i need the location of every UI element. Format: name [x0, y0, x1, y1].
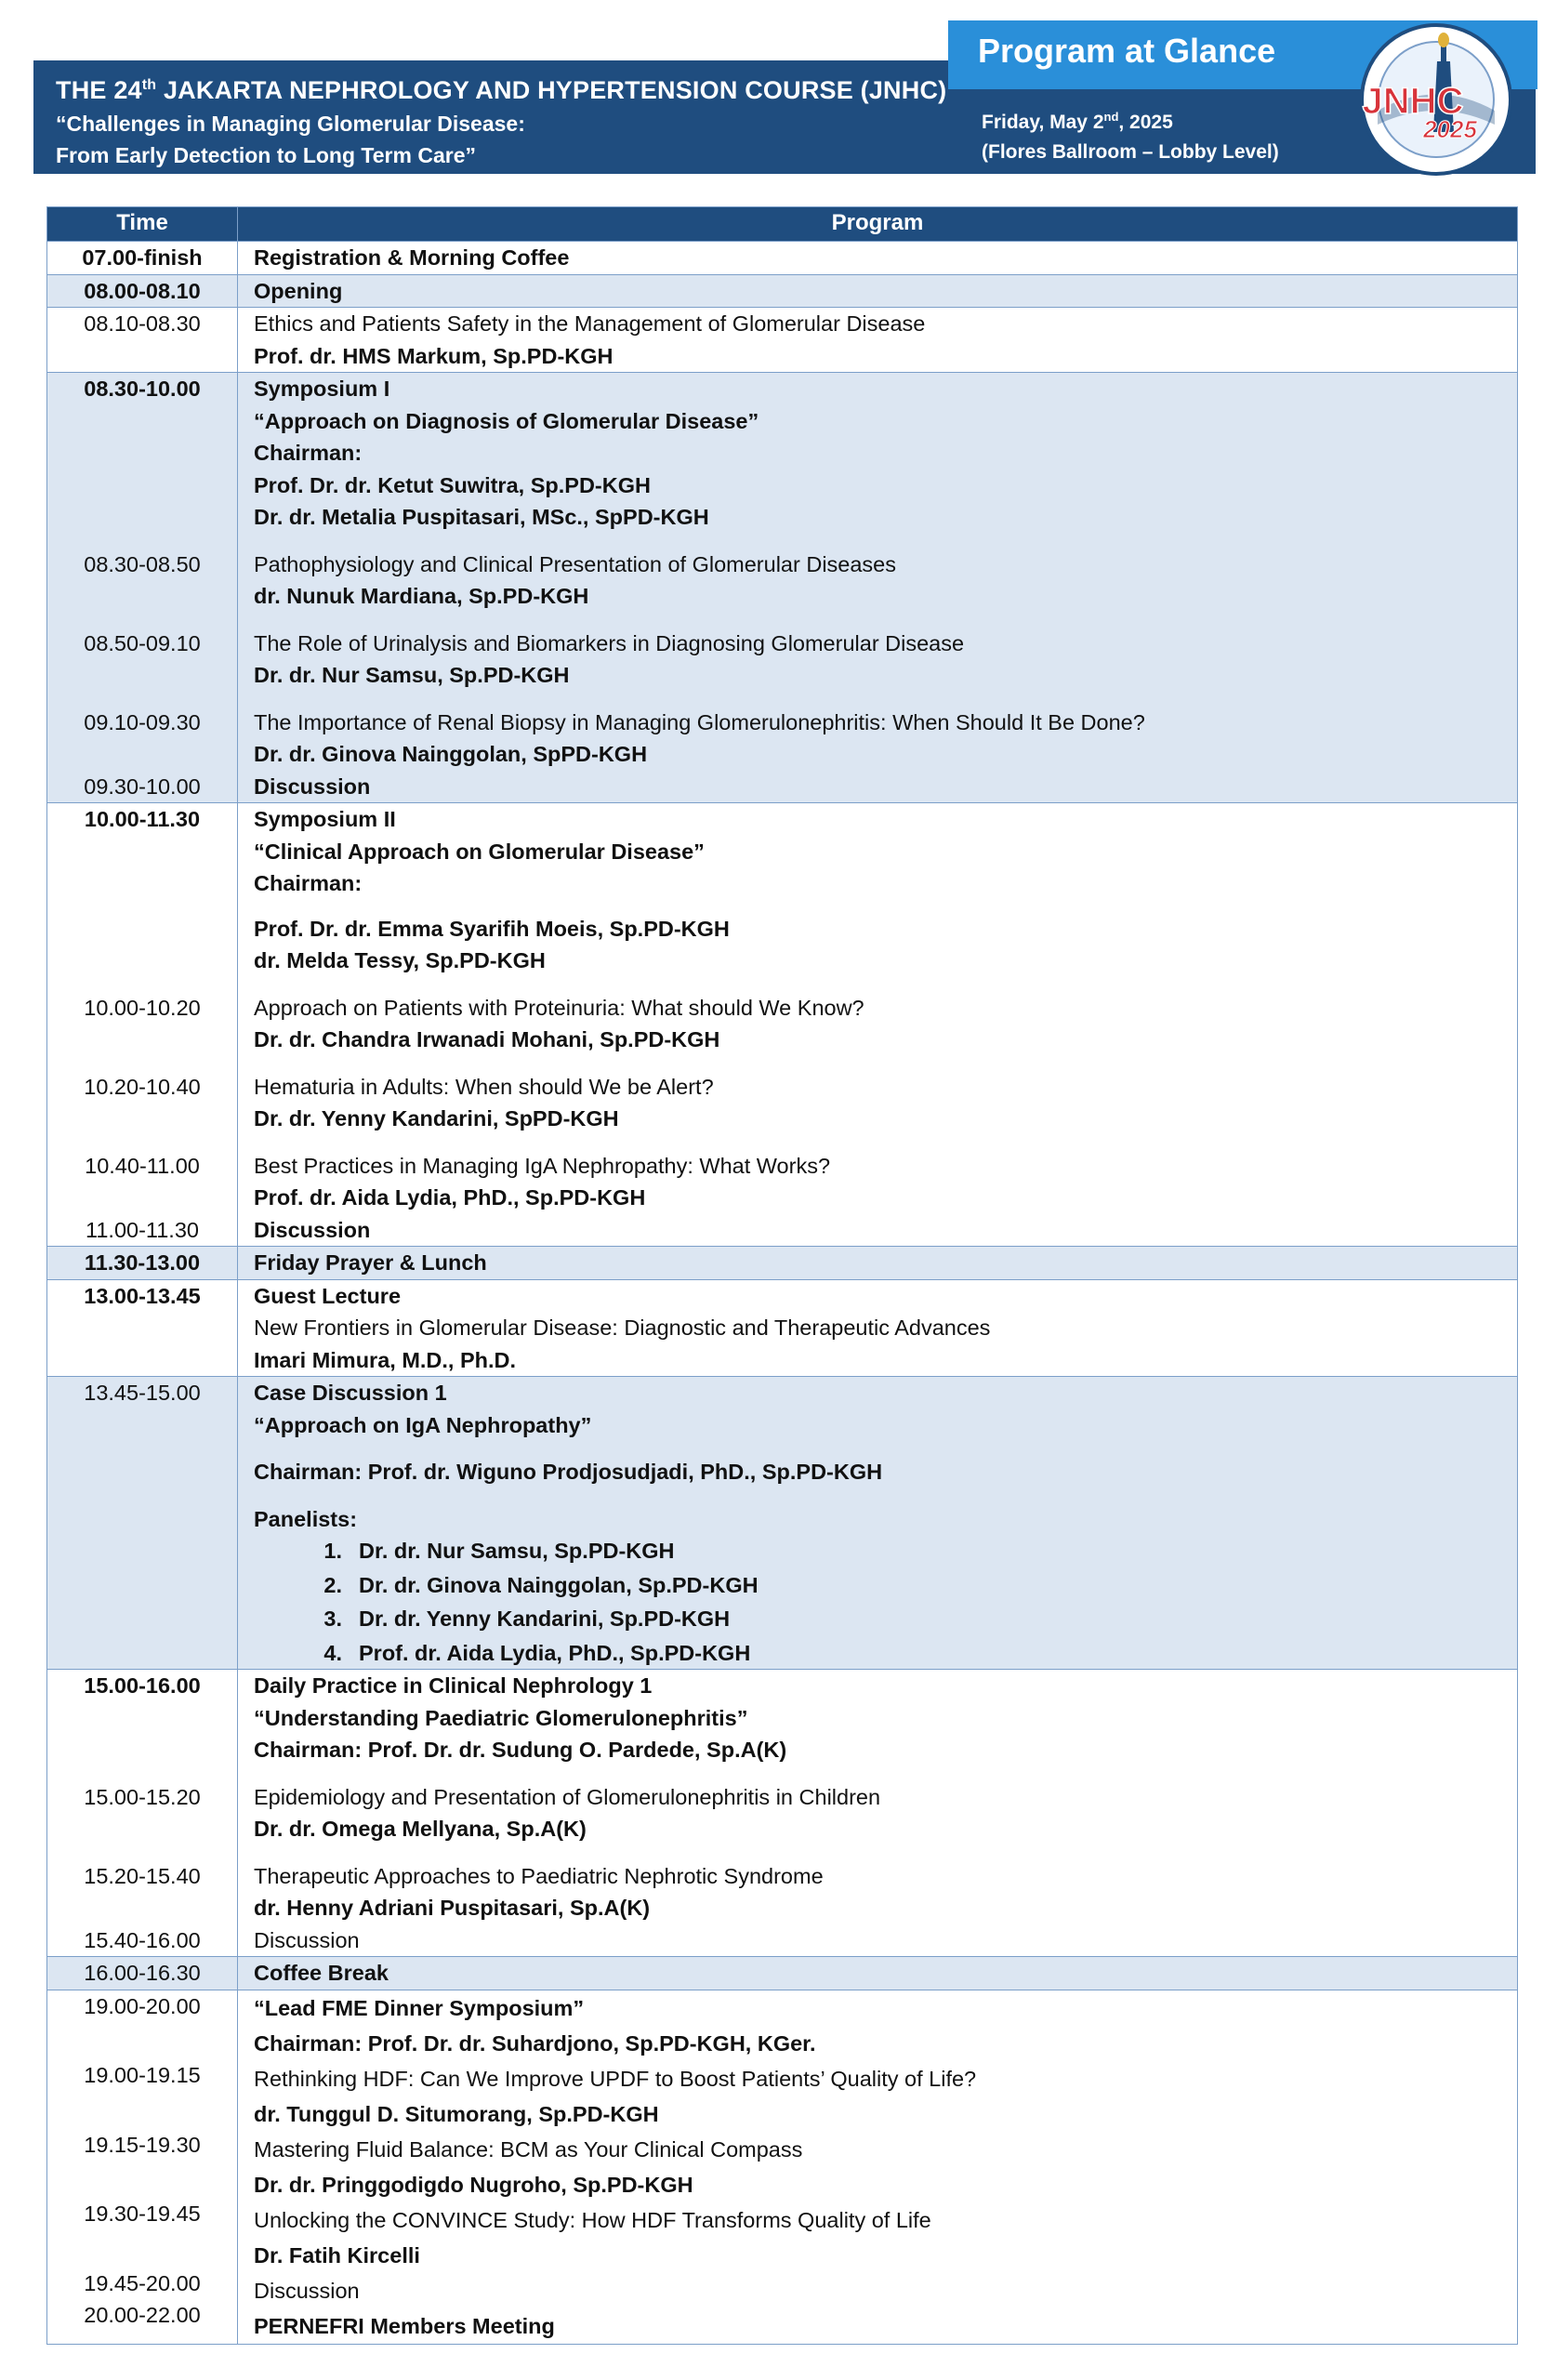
table-header-row	[47, 207, 1518, 242]
talk-title: Therapeutic Approaches to Paediatric Nephrotic Syndrome	[254, 1863, 824, 1888]
talk-title: The Importance of Renal Biopsy in Managing Glomerulonephritis: When Should It Be Done?	[254, 709, 1145, 734]
program-cell	[238, 1279, 1518, 1377]
header-left	[56, 68, 946, 171]
session-subtitle: “Approach on Diagnosis of Glomerular Disease”	[254, 408, 759, 433]
time-cell	[47, 803, 238, 1247]
program-cell	[238, 373, 1518, 803]
slot-time: 11.00-11.30	[86, 1217, 199, 1242]
program-cell	[238, 1990, 1518, 2344]
talk-title: Epidemiology and Presentation of Glomerulonephritis in Children	[254, 1784, 881, 1809]
speaker-name: Dr. dr. Nur Samsu, Sp.PD-KGH	[254, 663, 570, 687]
time-cell: 08.10-08.30	[47, 308, 238, 373]
slot-time: 08.30-08.50	[84, 551, 201, 576]
table-row	[47, 1990, 1518, 2344]
talk-title: Unlocking the CONVINCE Study: How HDF Transforms Quality of Life	[254, 2207, 931, 2232]
slot-time: 09.30-10.00	[84, 774, 201, 799]
program-table	[46, 206, 1518, 2345]
chairman-name: dr. Melda Tessy, Sp.PD-KGH	[254, 948, 546, 972]
header-date-block	[982, 102, 1279, 167]
session-time: 15.00-16.00	[84, 1673, 201, 1698]
chairman-label: Chairman:	[254, 871, 363, 895]
speaker-name: Dr. dr. Pringgodigdo Nugroho, Sp.PD-KGH	[254, 2172, 693, 2197]
table-row	[47, 1670, 1518, 1957]
slot-time: 10.20-10.40	[84, 1074, 201, 1099]
talk-title: Best Practices in Managing IgA Nephropathy: What Works?	[254, 1153, 831, 1178]
time-cell: 13.00-13.45	[47, 1279, 238, 1377]
slot-time: 09.10-09.30	[84, 709, 201, 734]
speaker-name: dr. Nunuk Mardiana, Sp.PD-KGH	[254, 584, 589, 608]
logo-year: 2025	[1423, 115, 1477, 143]
course-edition: 24	[113, 76, 142, 104]
chairman-name: Prof. Dr. dr. Emma Syarifih Moeis, Sp.PD-KGH	[254, 916, 730, 941]
time-cell	[47, 1990, 238, 2344]
chairman-name: Prof. Dr. dr. Ketut Suwitra, Sp.PD-KGH	[254, 472, 651, 497]
time-cell: 07.00-finish	[47, 242, 238, 275]
speaker-name: Dr. dr. Yenny Kandarini, SpPD-KGH	[254, 1106, 619, 1130]
course-theme-line1: “Challenges in Managing Glomerular Disease:	[56, 112, 525, 136]
session-title: Symposium II	[254, 807, 396, 831]
slot-time: 19.30-19.45	[84, 2202, 201, 2226]
program-title: Coffee Break	[238, 1957, 1518, 1990]
panelist-name: Dr. dr. Nur Samsu, Sp.PD-KGH	[359, 1539, 675, 1563]
talk-title: Mastering Fluid Balance: BCM as Your Clinical Compass	[254, 2136, 803, 2162]
speaker-name: dr. Henny Adriani Puspitasari, Sp.A(K)	[254, 1896, 651, 1920]
time-cell: 11.30-13.00	[47, 1247, 238, 1280]
chairman-name: Chairman: Prof. Dr. dr. Sudung O. Pardede, Sp.A(K)	[254, 1738, 787, 1762]
speaker-name: Imari Mimura, M.D., Ph.D.	[254, 1347, 517, 1372]
table-row	[47, 274, 1518, 308]
program-at-glance-title: Program at Glance	[978, 32, 1276, 70]
session-title: Symposium I	[254, 377, 390, 401]
slot-time: 10.40-11.00	[85, 1153, 200, 1178]
program-title: Friday Prayer & Lunch	[238, 1247, 1518, 1280]
session-title: “Lead FME Dinner Symposium”	[254, 1995, 585, 2020]
event-date-suffix: nd	[1103, 110, 1119, 124]
time-cell: 16.00-16.30	[47, 1957, 238, 1990]
session-title: Guest Lecture	[254, 1283, 402, 1308]
speaker-name: dr. Tunggul D. Situmorang, Sp.PD-KGH	[254, 2101, 659, 2126]
panelist-item	[254, 1535, 1517, 1567]
event-date-year: , 2025	[1118, 112, 1173, 133]
course-theme-line2: From Early Detection to Long Term Care”	[56, 143, 476, 167]
session-time: 10.00-11.30	[84, 807, 201, 831]
slot-time: 19.15-19.30	[84, 2132, 201, 2157]
talk-title: The Role of Urinalysis and Biomarkers in Diagnosing Glomerular Disease	[254, 630, 965, 655]
column-header-time: Time	[47, 207, 238, 242]
table-row	[47, 1279, 1518, 1377]
discussion-label: Discussion	[254, 2278, 360, 2303]
program-cell	[238, 1377, 1518, 1670]
meeting-label: PERNEFRI Members Meeting	[254, 2313, 555, 2338]
talk-title: New Frontiers in Glomerular Disease: Diagnostic and Therapeutic Advances	[254, 1316, 991, 1340]
speaker-name: Dr. dr. Omega Mellyana, Sp.A(K)	[254, 1817, 587, 1841]
table-row	[47, 1247, 1518, 1280]
speaker-name: Dr. Fatih Kircelli	[254, 2242, 420, 2268]
program-cell	[238, 1670, 1518, 1957]
chairman-name: Chairman: Prof. dr. Wiguno Prodjosudjadi, PhD., Sp.PD-KGH	[254, 1460, 883, 1484]
slot-time: 10.00-10.20	[84, 995, 201, 1020]
course-name: JAKARTA NEPHROLOGY AND HYPERTENSION COURSE (JNHC)	[156, 76, 947, 104]
table-row	[47, 308, 1518, 373]
slot-time: 20.00-22.00	[84, 2303, 201, 2327]
panelist-number: 3.	[323, 1606, 342, 1631]
panelist-name: Dr. dr. Yenny Kandarini, Sp.PD-KGH	[359, 1606, 731, 1631]
course-prefix: THE	[56, 76, 114, 104]
table-row	[47, 1957, 1518, 1990]
time-cell	[47, 1670, 238, 1957]
program-cell	[238, 308, 1518, 373]
event-date	[982, 102, 1279, 138]
panelist-name: Dr. dr. Ginova Nainggolan, Sp.PD-KGH	[359, 1572, 759, 1597]
table-row	[47, 373, 1518, 803]
course-title	[56, 68, 946, 108]
session-title: Daily Practice in Clinical Nephrology 1	[254, 1673, 653, 1698]
program-title: Opening	[238, 274, 1518, 308]
slot-time: 15.20-15.40	[84, 1863, 201, 1888]
session-time: 08.30-10.00	[84, 377, 201, 401]
panelist-item	[254, 1637, 1517, 1670]
slot-time: 08.50-09.10	[84, 630, 201, 655]
session-subtitle: “Understanding Paediatric Glomerulonephritis”	[254, 1705, 748, 1730]
event-venue: (Flores Ballroom – Lobby Level)	[982, 141, 1279, 163]
time-cell: 13.45-15.00	[47, 1377, 238, 1670]
talk-title: Rethinking HDF: Can We Improve UPDF to Boost Patients’ Quality of Life?	[254, 2066, 977, 2091]
time-cell	[47, 373, 238, 803]
table-row	[47, 1377, 1518, 1670]
panelist-number: 4.	[323, 1640, 342, 1665]
talk-title: Pathophysiology and Clinical Presentation of Glomerular Diseases	[254, 551, 897, 576]
speaker-name: Prof. dr. Aida Lydia, PhD., Sp.PD-KGH	[254, 1185, 646, 1210]
chairman-label: Chairman:	[254, 441, 363, 465]
discussion-label: Discussion	[254, 1217, 371, 1242]
panelist-name: Prof. dr. Aida Lydia, PhD., Sp.PD-KGH	[359, 1640, 751, 1665]
slot-time: 15.40-16.00	[84, 1927, 201, 1952]
panelist-number: 1.	[323, 1539, 342, 1563]
logo-text: JNHC	[1362, 81, 1464, 122]
chairman-name: Dr. dr. Metalia Puspitasari, MSc., SpPD-KGH	[254, 505, 709, 529]
discussion-label: Discussion	[254, 774, 371, 799]
time-cell: 08.00-08.10	[47, 274, 238, 308]
program-title: Registration & Morning Coffee	[238, 242, 1518, 275]
program-cell	[238, 803, 1518, 1247]
table-row	[47, 803, 1518, 1247]
jnhc-logo-icon	[1359, 22, 1513, 177]
speaker-name: Dr. dr. Chandra Irwanadi Mohani, Sp.PD-KGH	[254, 1027, 720, 1051]
slot-time: 19.00-19.15	[84, 2063, 201, 2087]
panelist-number: 2.	[323, 1572, 342, 1597]
talk-title: Hematuria in Adults: When should We be Alert?	[254, 1074, 714, 1099]
session-subtitle: “Clinical Approach on Glomerular Disease”	[254, 839, 705, 864]
panelist-item	[254, 1603, 1517, 1635]
table-row	[47, 242, 1518, 275]
session-title: Case Discussion 1	[254, 1381, 447, 1405]
slot-time: 19.45-20.00	[84, 2270, 201, 2295]
speaker-name: Dr. dr. Ginova Nainggolan, SpPD-KGH	[254, 742, 648, 766]
panelists-label: Panelists:	[254, 1506, 358, 1531]
chairman-name: Chairman: Prof. Dr. dr. Suhardjono, Sp.PD-KGH, KGer.	[254, 2030, 816, 2056]
course-edition-suffix: th	[141, 77, 157, 93]
talk-title: Approach on Patients with Proteinuria: What should We Know?	[254, 995, 864, 1020]
session-time: 19.00-20.00	[84, 1993, 201, 2018]
column-header-program: Program	[238, 207, 1518, 242]
slot-time: 15.00-15.20	[84, 1784, 201, 1809]
session-subtitle: “Approach on IgA Nephropathy”	[254, 1412, 592, 1437]
speaker-name: Prof. dr. HMS Markum, Sp.PD-KGH	[254, 343, 614, 368]
talk-title: Ethics and Patients Safety in the Management of Glomerular Disease	[254, 311, 926, 336]
event-date-prefix: Friday, May 2	[982, 112, 1104, 133]
discussion-label: Discussion	[254, 1927, 360, 1952]
panelist-item	[254, 1569, 1517, 1602]
